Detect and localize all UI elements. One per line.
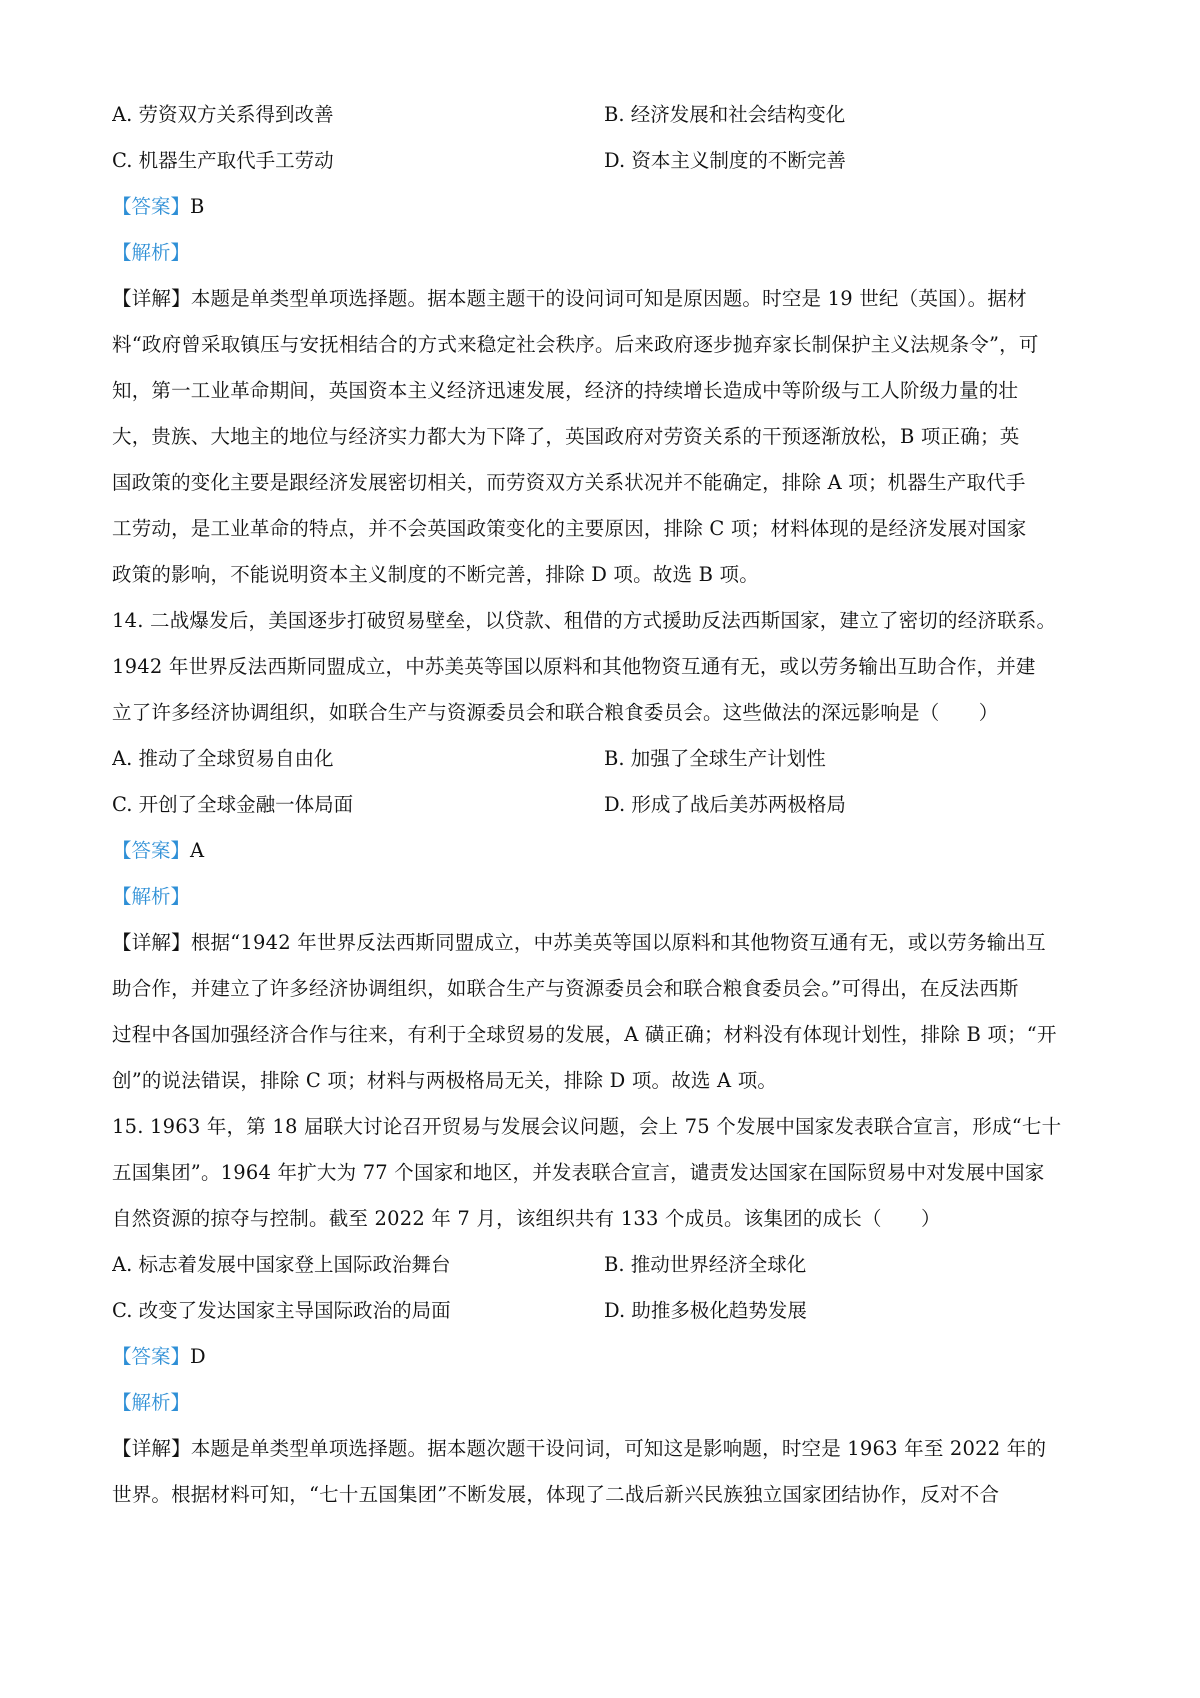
option-d: D. 形成了战后美苏两极格局 <box>604 793 846 816</box>
detail-line: 助合作，并建立了许多经济协调组织，如联合生产与资源委员会和联合粮食委员会。”可得出，在反法西斯 <box>112 977 1019 1000</box>
question-15-stem: 15. 1963 年，第 18 届联大讨论召开贸易与发展会议问题，会上 75 个发展中国家发表联合宣言，形成“七十 <box>112 1115 1062 1138</box>
options-row <box>112 1288 1100 1334</box>
question-14-stem: 立了许多经济协调组织，如联合生产与资源委员会和联合粮食委员会。这些做法的深远影响是（ ） <box>112 701 999 724</box>
answer-line <box>112 828 1100 874</box>
detail-line: 创”的说法错误，排除 C 项；材料与两极格局无关，排除 D 项。故选 A 项。 <box>112 1069 778 1092</box>
detail-tag: 【详解】 <box>112 1437 191 1460</box>
detail-line: 工劳动，是工业革命的特点，并不会英国政策变化的主要原因，排除 C 项；材料体现的是经济发展对国家 <box>112 517 1027 540</box>
answer-value: B <box>190 195 205 218</box>
question-15-stem: 五国集团”。1964 年扩大为 77 个国家和地区，并发表联合宣言，谴责发达国家在国际贸易中对发展中国家 <box>112 1161 1045 1184</box>
question-14-stem: 1942 年世界反法西斯同盟成立，中苏美英等国以原料和其他物资互通有无，或以劳务输出互助合作，并建 <box>112 655 1036 678</box>
question-14-stem: 14. 二战爆发后，美国逐步打破贸易壁垒，以贷款、租借的方式援助反法西斯国家，建立了密切的经济联系。 <box>112 609 1057 632</box>
options-row <box>112 92 1100 138</box>
answer-tag: 【答案】 <box>112 195 191 218</box>
detail-line: 知，第一工业革命期间，英国资本主义经济迅速发展，经济的持续增长造成中等阶级与工人阶级力量的壮 <box>112 379 1019 402</box>
detail-text: 根据“1942 年世界反法西斯同盟成立，中苏美英等国以原料和其他物资互通有无，或以劳务输出互 <box>190 931 1046 954</box>
answer-value: A <box>190 839 205 862</box>
analysis-tag: 【解析】 <box>112 885 191 908</box>
analysis-line <box>112 1380 1100 1426</box>
option-b: B. 经济发展和社会结构变化 <box>604 103 846 126</box>
detail-line: 过程中各国加强经济合作与往来，有利于全球贸易的发展，A 磺正确；材料没有体现计划性，排除 B 项；“开 <box>112 1023 1057 1046</box>
question-15-stem: 自然资源的掠夺与控制。截至 2022 年 7 月，该组织共有 133 个成员。该集团的成长（ ） <box>112 1207 941 1230</box>
option-a: A. 推动了全球贸易自由化 <box>112 747 334 770</box>
detail-line: 大，贵族、大地主的地位与经济实力都大为下降了，英国政府对劳资关系的干预逐渐放松，B 项正确；英 <box>112 425 1020 448</box>
answer-value: D <box>190 1345 206 1368</box>
detail-tag: 【详解】 <box>112 931 191 954</box>
options-row <box>112 782 1100 828</box>
option-c: C. 机器生产取代手工劳动 <box>112 149 334 172</box>
options-row <box>112 736 1100 782</box>
detail-line: 国政策的变化主要是跟经济发展密切相关，而劳资双方关系状况并不能确定，排除 A 项；机器生产取代手 <box>112 471 1026 494</box>
answer-line <box>112 1334 1100 1380</box>
option-b: B. 推动世界经济全球化 <box>604 1253 807 1276</box>
option-d: D. 资本主义制度的不断完善 <box>604 149 846 172</box>
option-b: B. 加强了全球生产计划性 <box>604 747 826 770</box>
analysis-tag: 【解析】 <box>112 241 191 264</box>
analysis-line <box>112 230 1100 276</box>
document-page <box>112 92 1100 1518</box>
detail-line: 世界。根据材料可知，“七十五国集团”不断发展，体现了二战后新兴民族独立国家团结协作，反对不合 <box>112 1483 1000 1506</box>
option-a: A. 劳资双方关系得到改善 <box>112 103 334 126</box>
detail-text: 本题是单类型单项选择题。据本题次题干设问词，可知这是影响题，时空是 1963 年至 2022 年的 <box>190 1437 1047 1460</box>
option-c: C. 改变了发达国家主导国际政治的局面 <box>112 1299 451 1322</box>
analysis-tag: 【解析】 <box>112 1391 191 1414</box>
analysis-line <box>112 874 1100 920</box>
detail-line <box>112 276 1100 322</box>
option-a: A. 标志着发展中国家登上国际政治舞台 <box>112 1253 451 1276</box>
option-c: C. 开创了全球金融一体局面 <box>112 793 354 816</box>
detail-line <box>112 1426 1100 1472</box>
answer-line <box>112 184 1100 230</box>
detail-line: 料“政府曾采取镇压与安抚相结合的方式来稳定社会秩序。后来政府逐步抛弃家长制保护主义法规条令”，可 <box>112 333 1039 356</box>
options-row <box>112 138 1100 184</box>
answer-tag: 【答案】 <box>112 1345 191 1368</box>
options-row <box>112 1242 1100 1288</box>
answer-tag: 【答案】 <box>112 839 191 862</box>
detail-tag: 【详解】 <box>112 287 191 310</box>
detail-line: 政策的影响，不能说明资本主义制度的不断完善，排除 D 项。故选 B 项。 <box>112 563 759 586</box>
detail-text: 本题是单类型单项选择题。据本题主题干的设问词可知是原因题。时空是 19 世纪（英国）。据材 <box>190 287 1027 310</box>
option-d: D. 助推多极化趋势发展 <box>604 1299 807 1322</box>
detail-line <box>112 920 1100 966</box>
